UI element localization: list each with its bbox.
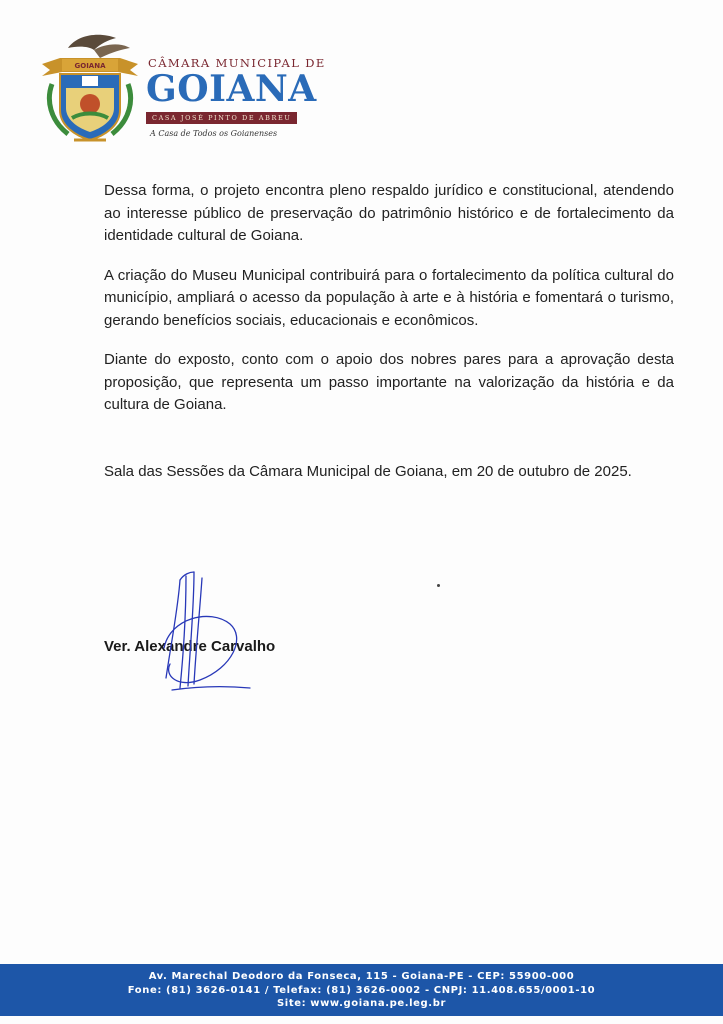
footer-address: Av. Marechal Deodoro da Fonseca, 115 - Goiana-PE - CEP: 55900-000 [148,971,575,982]
scan-speck [437,584,440,587]
body-paragraph: Diante do exposto, conto com o apoio dos nobres pares para a aprovação desta proposição, que representa um passo importante na valorização da história e da cultura de Goiana. [104,351,674,413]
body-paragraph: Dessa forma, o projeto encontra pleno respaldo jurídico e constitucional, atendendo ao interesse público de preservação do patrimônio histórico e de fortalecimento da identidade cultural de Goiana. [104,182,674,244]
city-name: GOIANA [146,68,317,110]
chamber-label: CÂMARA MUNICIPAL DE [148,56,326,70]
footer-contacts: Fone: (81) 3626-0141 / Telefax: (81) 3626-0002 - CNPJ: 11.408.655/0001-10 [127,984,596,996]
body-paragraph: A criação do Museu Municipal contribuirá para o fortalecimento da política cultural do município, ampliará o acesso da população à arte e à história e fomentará o turismo, gerando benefícios sociais, educacionais e econômicos. [104,266,674,329]
house-name-strip: CASA JOSÉ PINTO DE ABREU [146,112,297,124]
signer-name: Ver. Alexandre Carvalho [104,638,276,655]
chamber-motto: A Casa de Todos os Goianenses [150,129,278,138]
closing-date-line: Sala das Sessões da Câmara Municipal de Goiana, em 20 de outubro de 2025. [104,462,632,480]
municipal-crest-logo [38,28,142,146]
handwritten-signature [150,568,260,698]
letter-body [104,180,674,500]
letterhead [38,28,328,148]
chamber-brand [146,56,326,138]
crest-banner-text: GOIANA [74,62,106,70]
letterhead-footer [0,964,723,1016]
footer-website: Site: www.goiana.pe.leg.br [276,998,446,1009]
